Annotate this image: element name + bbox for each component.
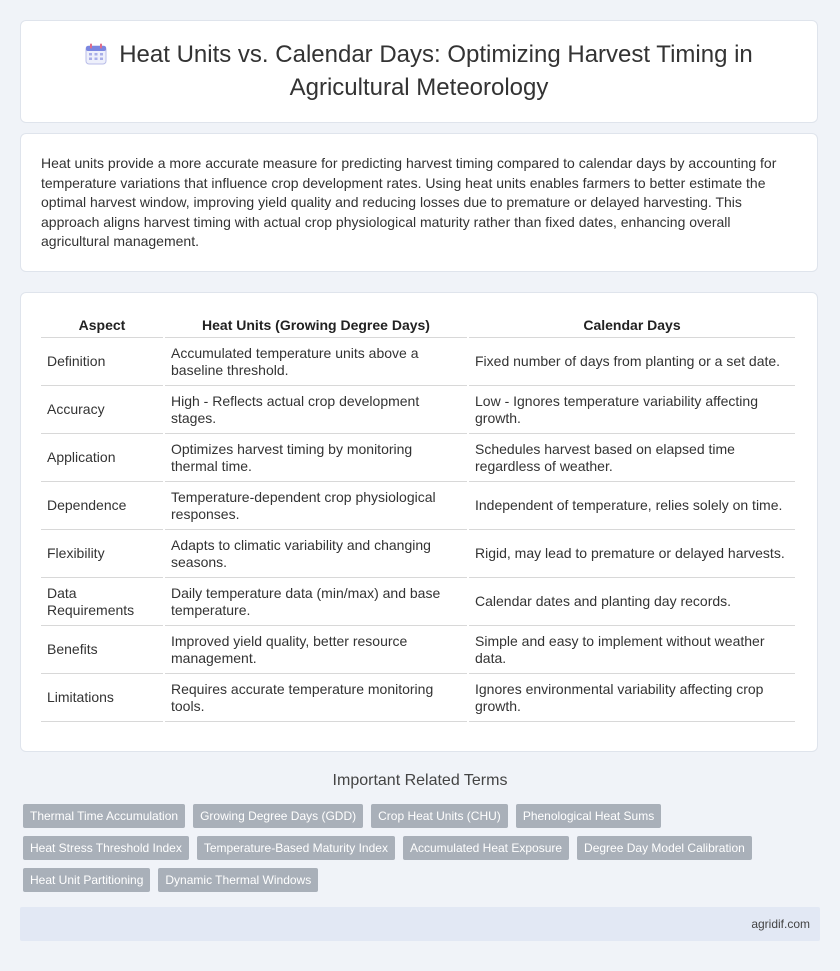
tag-degree-day-model-calibration[interactable]: Degree Day Model Calibration — [577, 836, 752, 860]
table-cell: Fixed number of days from planting or a set date. — [469, 338, 795, 386]
page-title: Heat Units vs. Calendar Days: Optimizing Harvest Timing in Agricultural Meteorology — [119, 41, 753, 101]
table-cell: Improved yield quality, better resource management. — [165, 626, 467, 674]
table-row — [41, 434, 795, 482]
table-cell: Adapts to climatic variability and changing seasons. — [165, 530, 467, 578]
tag-accumulated-heat-exposure[interactable]: Accumulated Heat Exposure — [403, 836, 569, 860]
comparison-table — [39, 313, 797, 722]
intro-card — [20, 133, 818, 272]
table-cell: Limitations — [41, 674, 163, 722]
table-cell: Schedules harvest based on elapsed time regardless of weather. — [469, 434, 795, 482]
table-cell: Low - Ignores temperature variability affecting growth. — [469, 386, 795, 434]
table-cell: Application — [41, 434, 163, 482]
table-cell: Dependence — [41, 482, 163, 530]
table-cell: Daily temperature data (min/max) and base temperature. — [165, 578, 467, 626]
header-heat-units: Heat Units (Growing Degree Days) — [165, 313, 467, 338]
table-cell: Optimizes harvest timing by monitoring thermal time. — [165, 434, 467, 482]
footer-site-link[interactable]: agridif.com — [751, 917, 810, 931]
tag-crop-heat-units[interactable]: Crop Heat Units (CHU) — [371, 804, 508, 828]
table-cell: Flexibility — [41, 530, 163, 578]
table-cell: Independent of temperature, relies solely on time. — [469, 482, 795, 530]
table-cell: Rigid, may lead to premature or delayed harvests. — [469, 530, 795, 578]
tag-temperature-based-maturity-index[interactable]: Temperature-Based Maturity Index — [197, 836, 395, 860]
table-cell: Calendar dates and planting day records. — [469, 578, 795, 626]
table-cell: Requires accurate temperature monitoring tools. — [165, 674, 467, 722]
table-cell: Definition — [41, 338, 163, 386]
header-aspect: Aspect — [41, 313, 163, 338]
comparison-card — [20, 292, 818, 752]
table-row — [41, 674, 795, 722]
tag-heat-stress-threshold-index[interactable]: Heat Stress Threshold Index — [23, 836, 189, 860]
table-cell: Accumulated temperature units above a baseline threshold. — [165, 338, 467, 386]
page-title-wrap — [59, 40, 779, 103]
related-terms-section — [0, 772, 840, 790]
table-row — [41, 482, 795, 530]
title-card — [20, 20, 818, 123]
table-cell: Benefits — [41, 626, 163, 674]
table-cell: Ignores environmental variability affecting crop growth. — [469, 674, 795, 722]
table-cell: Temperature-dependent crop physiological responses. — [165, 482, 467, 530]
table-row — [41, 386, 795, 434]
table-cell: Data Requirements — [41, 578, 163, 626]
table-row — [41, 626, 795, 674]
table-row — [41, 530, 795, 578]
table-cell: Accuracy — [41, 386, 163, 434]
tag-growing-degree-days[interactable]: Growing Degree Days (GDD) — [193, 804, 363, 828]
table-cell: High - Reflects actual crop development stages. — [165, 386, 467, 434]
footer — [20, 907, 820, 941]
table-row — [41, 338, 795, 386]
related-terms-tags — [23, 804, 823, 892]
related-terms-heading: Important Related Terms — [332, 772, 508, 789]
intro-text: Heat units provide a more accurate measure for predicting harvest timing compared to calendar days by accounting for temperature variations that influence crop development rates. Using heat units enables farmers to better estimate the optimal harvest window, improving yield quality and reducing losses due to premature or delayed harvesting. This approach aligns harvest timing with actual crop physiological maturity rather than fixed dates, enhancing overall agricultural management. — [41, 155, 777, 249]
table-row — [41, 578, 795, 626]
table-cell: Simple and easy to implement without weather data. — [469, 626, 795, 674]
tag-phenological-heat-sums[interactable]: Phenological Heat Sums — [516, 804, 661, 828]
tag-thermal-time-accumulation[interactable]: Thermal Time Accumulation — [23, 804, 185, 828]
header-calendar-days: Calendar Days — [469, 313, 795, 338]
tag-heat-unit-partitioning[interactable]: Heat Unit Partitioning — [23, 868, 150, 892]
tag-dynamic-thermal-windows[interactable]: Dynamic Thermal Windows — [158, 868, 318, 892]
calendar-icon — [85, 43, 107, 73]
table-header-row — [41, 313, 795, 338]
